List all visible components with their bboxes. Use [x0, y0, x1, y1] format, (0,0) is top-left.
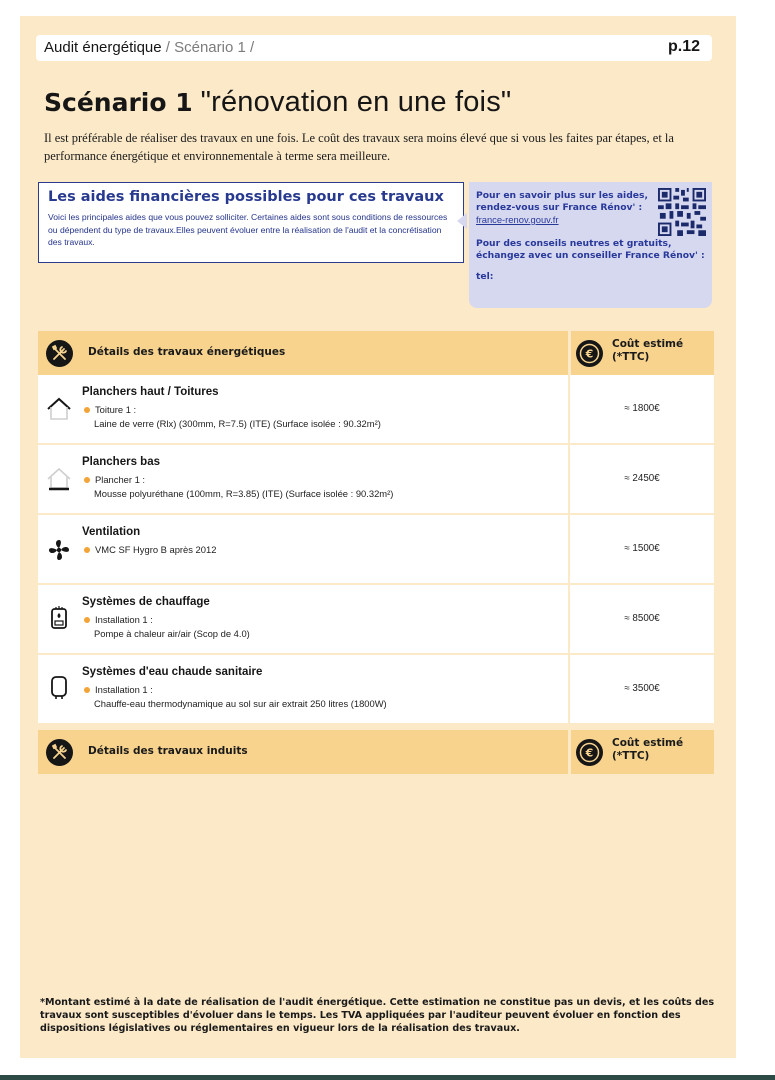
- header-separator: [568, 730, 571, 774]
- cost-header-ttc: (*TTC): [612, 351, 650, 363]
- cost-header: [612, 338, 683, 364]
- row-cost: ≈ 8500€: [624, 613, 660, 624]
- france-renov-link[interactable]: france-renov.gouv.fr: [476, 214, 559, 225]
- bullet-dot: [84, 687, 90, 693]
- row-detail: Laine de verre (Rlx) (300mm, R=7.5) (ITE) (Surface isolée : 90.32m²): [94, 418, 381, 429]
- footnote: *Montant estimé à la date de réalisation de l'audit énergétique. Cette estimation ne constitue pas un devis, et les coûts des travaux sont susceptibles d'évoluer dans le temps. Les TVA appliquées par l'auditeur peuvent évoluer en fonction des dispositions législatives ou réglementaires en vigueur lors de la réalisation des travaux.: [40, 997, 715, 1035]
- tools-icon: [46, 739, 73, 766]
- scenario-label: Scénario 1: [44, 88, 193, 117]
- table-row: [38, 515, 714, 583]
- row-detail: Chauffe-eau thermodynamique au sol sur air extrait 250 litres (1800W): [94, 698, 387, 709]
- renov-info: Pour en savoir plus sur les aides, rendez-vous sur France Rénov' :: [476, 190, 648, 213]
- svg-text:€: €: [585, 347, 594, 361]
- row-bullet-text: Toiture 1 :: [95, 404, 137, 415]
- euro-icon: [576, 340, 603, 367]
- row-detail: Mousse polyuréthane (100mm, R=3.85) (ITE) (Surface isolée : 90.32m²): [94, 488, 394, 499]
- row-bullet-text: VMC SF Hygro B après 2012: [95, 544, 217, 555]
- floor-icon: [46, 466, 72, 492]
- energy-works-title: Détails des travaux énergétiques: [88, 346, 286, 358]
- row-cost: ≈ 1800€: [624, 403, 660, 414]
- roof-icon: [46, 396, 72, 422]
- cost-header-label: Coût estimé: [612, 338, 684, 350]
- tools-icon: [46, 340, 73, 367]
- intro-text: Il est préférable de réaliser des travaux en une fois. Le coût des travaux sera moins élevé que si vous les faites par étapes, et la performance énergétique et environnementale à terme sera meilleure.: [44, 131, 674, 163]
- cost-header-ttc: (*TTC): [612, 750, 650, 762]
- row-cost: ≈ 3500€: [624, 683, 660, 694]
- table-row: [38, 585, 714, 653]
- row-bullet: [84, 404, 136, 415]
- breadcrumb-section: Audit énergétique: [44, 39, 162, 56]
- aides-text: Voici les principales aides que vous pouvez solliciter. Certaines aides sont sous conditions de ressources ou dépendent du type de travaux.Elles peuvent évoluer entre la réalisation de l'audit et la concrétisation des travaux.: [48, 212, 448, 247]
- euro-icon: [576, 739, 603, 766]
- bullet-dot: [84, 547, 90, 553]
- bottom-bar: [0, 1075, 775, 1080]
- svg-text:€: €: [585, 746, 594, 760]
- header-separator: [568, 331, 571, 375]
- row-title: Systèmes d'eau chaude sanitaire: [82, 666, 263, 678]
- document-page: [20, 16, 736, 1058]
- scrollbar[interactable]: [755, 0, 775, 1080]
- callout-arrow: [457, 213, 467, 229]
- energy-works-header: [38, 331, 714, 375]
- cost-header-label: Coût estimé: [612, 737, 684, 749]
- scenario-subtitle: "rénovation en une fois": [200, 86, 512, 118]
- row-bullet-text: Installation 1 :: [95, 684, 153, 695]
- heater-icon: [46, 605, 72, 631]
- table-row: [38, 445, 714, 513]
- table-row: [38, 375, 714, 443]
- renov-conseil: Pour des conseils neutres et gratuits, échangez avec un conseiller France Rénov' :: [476, 238, 705, 261]
- row-bullet: [84, 544, 216, 555]
- row-detail: Pompe à chaleur air/air (Scop de 4.0): [94, 628, 250, 639]
- page-title: [44, 86, 511, 119]
- induced-works-title: Détails des travaux induits: [88, 745, 248, 757]
- bullet-dot: [84, 477, 90, 483]
- row-title: Systèmes de chauffage: [82, 596, 210, 608]
- france-renov-box: [469, 182, 712, 308]
- page-number: p.12: [667, 38, 700, 55]
- fan-icon: [46, 537, 72, 563]
- renov-tel: tel:: [476, 271, 494, 282]
- bullet-dot: [84, 407, 90, 413]
- row-title: Ventilation: [82, 526, 141, 538]
- row-title: Planchers haut / Toitures: [82, 386, 219, 398]
- row-cost: ≈ 1500€: [624, 543, 660, 554]
- row-bullet: [84, 474, 145, 485]
- row-bullet-text: Installation 1 :: [95, 614, 153, 625]
- row-bullet-text: Plancher 1 :: [95, 474, 146, 485]
- table-row: [38, 655, 714, 723]
- water-heater-icon: [46, 674, 72, 700]
- aides-title: Les aides financières possibles pour ces travaux: [48, 189, 444, 205]
- row-bullet: [84, 684, 153, 695]
- bullet-dot: [84, 617, 90, 623]
- row-bullet: [84, 614, 153, 625]
- row-title: Planchers bas: [82, 456, 160, 468]
- breadcrumb-trail: [44, 39, 254, 56]
- induced-works-header: [38, 730, 714, 774]
- row-cost: ≈ 2450€: [624, 473, 660, 484]
- breadcrumb-sub: / Scénario 1 /: [161, 39, 255, 56]
- qr-code-icon[interactable]: [658, 188, 706, 236]
- cost-header: [612, 737, 683, 763]
- aides-box: [38, 182, 464, 263]
- breadcrumb: [36, 35, 712, 61]
